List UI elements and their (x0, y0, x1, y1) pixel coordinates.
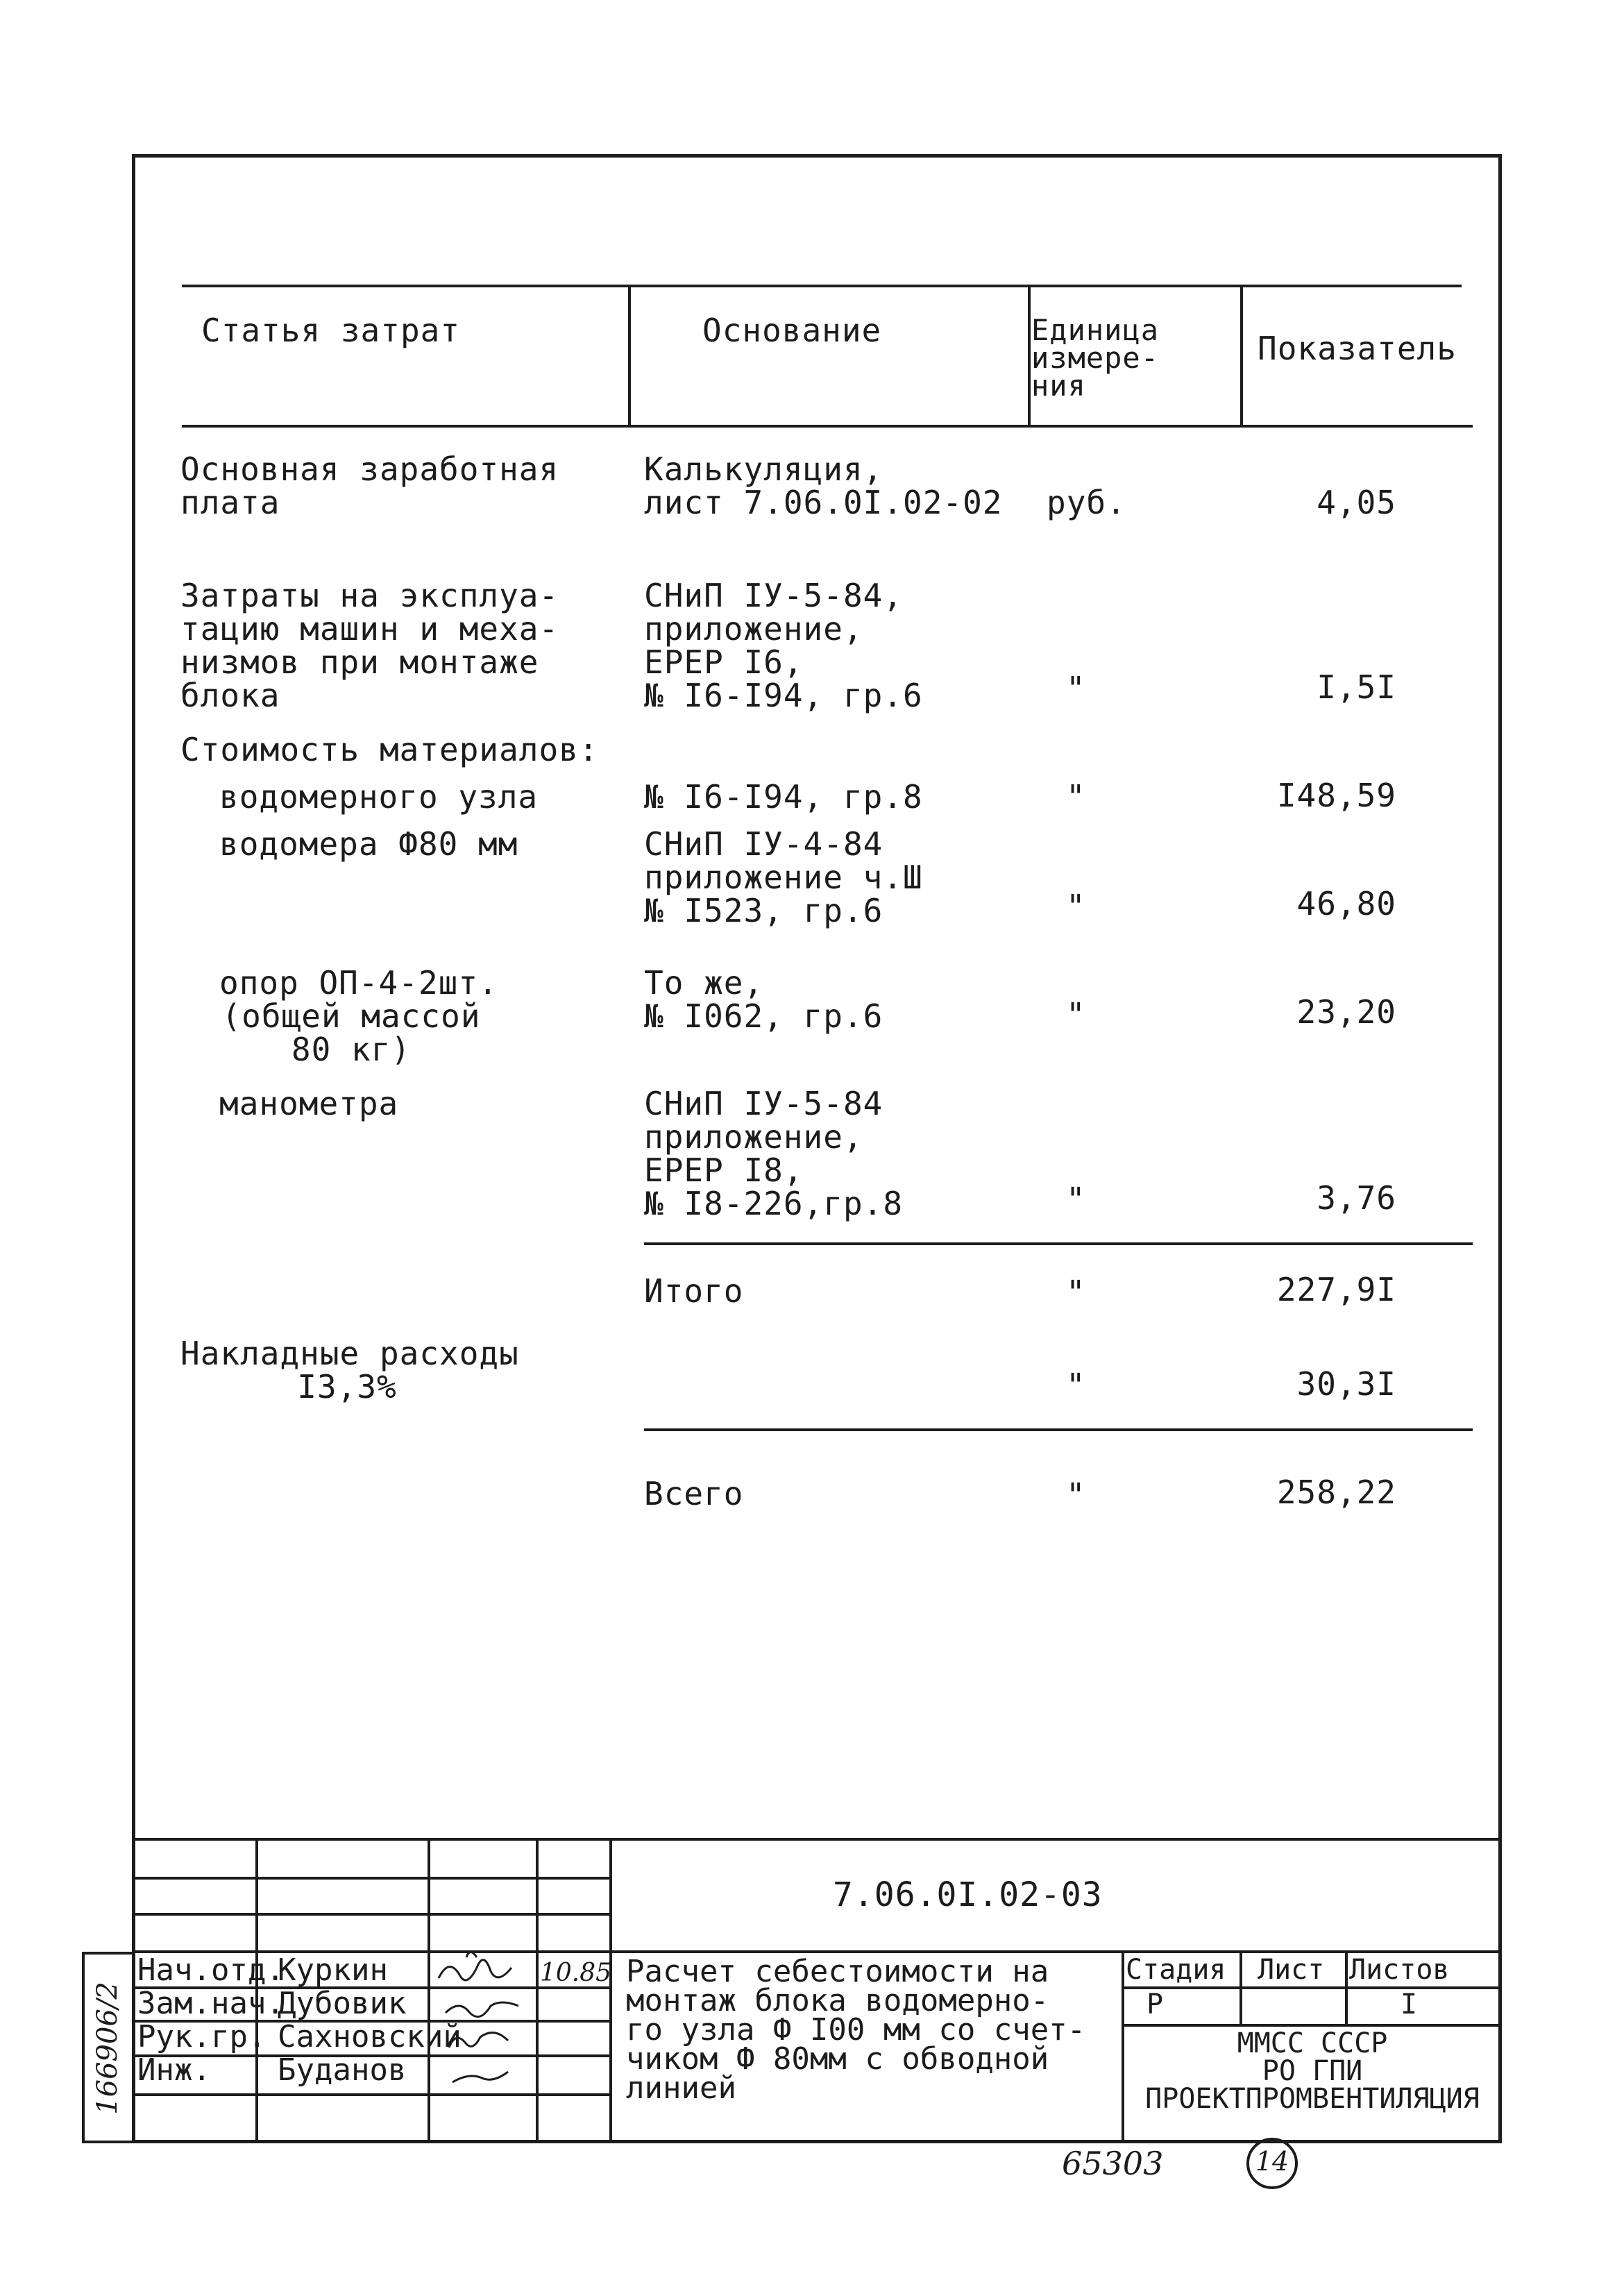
table-header-rule (182, 425, 1473, 428)
row-unit: " (1066, 888, 1086, 925)
doc-code: 7.06.0I.02-03 (833, 1875, 1103, 1914)
total-unit: " (1066, 1476, 1086, 1514)
row-unit: " (1066, 996, 1086, 1033)
sheet-label: Лист (1258, 1954, 1325, 1986)
signatures (432, 1943, 533, 2096)
row-article: Основная заработная плата (180, 450, 559, 521)
stamp-top-rule (132, 1838, 1502, 1841)
row-unit: " (1066, 1181, 1086, 1218)
row-article: Затраты на эксплуа- тацию машин и меха- низмов при монтаже блока (180, 577, 559, 714)
stamp-grid-line (132, 1877, 611, 1880)
sheets-value: I (1401, 1989, 1418, 2020)
row-unit: " (1066, 670, 1086, 707)
row-article: водомера Ф80 мм (219, 825, 518, 863)
row-value: I48,59 (1276, 777, 1396, 814)
person-name: Куркин (278, 1952, 388, 1988)
subtotal-label: Итого (644, 1272, 744, 1310)
stamp-grid-line (1122, 1986, 1502, 1989)
materials-heading: Стоимость материалов: (180, 731, 599, 768)
header-divider-2 (1028, 286, 1031, 425)
person-name: Буданов (278, 2052, 407, 2088)
row-basis: СНиП IУ-5-84 приложение, ЕРЕР I8, № I8-226,гр.8 (644, 1085, 904, 1222)
footer-number: 65303 (1062, 2145, 1164, 2182)
row-basis: То же, № I062, гр.6 (644, 964, 883, 1035)
stamp-grid-line (132, 1913, 611, 1916)
row-value: 23,20 (1296, 993, 1396, 1031)
role-label: Нач.отд. (137, 1952, 285, 1988)
document-description: Расчет себестоимости на монтаж блока водомерно- го узла Ф I00 мм со счет- чиком Ф 80мм с обводной линией (626, 1954, 1086, 2106)
header-divider-1 (628, 286, 631, 425)
role-label: Инж. (137, 2052, 211, 2088)
row-value: 4,05 (1317, 484, 1396, 521)
total-rule (644, 1428, 1473, 1431)
stamp-col-line (428, 1839, 430, 2142)
overhead-value: 30,3I (1296, 1365, 1396, 1403)
stage-label: Стадия (1126, 1954, 1226, 1986)
person-name: Сахновский (278, 2019, 462, 2054)
row-basis: № I6-I94, гр.8 (644, 778, 923, 816)
margin-stamp: 166906/2 (92, 1982, 124, 2115)
row-basis: СНиП IУ-5-84, приложение, ЕРЕР I6, № I6-I94, гр.6 (644, 577, 923, 714)
subtotal-rule (644, 1242, 1473, 1245)
row-article: манометра (219, 1085, 399, 1122)
header-article: Статья затрат (201, 312, 461, 349)
header-value: Показатель (1258, 330, 1457, 367)
organization: ММСС СССР РО ГПИ ПРОЕКТПРОМВЕНТИЛЯЦИЯ (1145, 2027, 1480, 2115)
stamp-col-line (609, 1839, 612, 2142)
person-name: Дубовик (278, 1986, 407, 2021)
stage-value: Р (1147, 1989, 1164, 2020)
sheets-label: Листов (1349, 1954, 1450, 1986)
stamp-col-line (536, 1839, 539, 2142)
header-divider-3 (1240, 286, 1243, 425)
subtotal-value: 227,9I (1276, 1271, 1396, 1308)
role-label: Рук.гр. (137, 2019, 266, 2054)
row-unit: руб. (1047, 484, 1126, 521)
date: 10.85 (540, 1959, 612, 1987)
table-top-rule (182, 285, 1462, 287)
total-value: 258,22 (1276, 1474, 1396, 1511)
header-basis: Основание (702, 312, 882, 349)
page-mark: 14 (1255, 2146, 1289, 2177)
row-basis: СНиП IУ-4-84 приложение ч.Ш № I523, гр.6 (644, 825, 923, 929)
stamp-grid-line (132, 2093, 611, 2096)
row-article: водомерного узла (219, 778, 539, 816)
row-article: опор ОП-4-2шт. (общей массой 80 кг) (219, 964, 498, 1068)
total-label: Всего (644, 1475, 744, 1512)
header-unit: Единица измере- ния (1031, 313, 1160, 403)
role-label: Зам.нач. (137, 1986, 285, 2021)
row-value: 46,80 (1296, 885, 1396, 922)
row-unit: " (1066, 778, 1086, 816)
overhead-unit: " (1066, 1367, 1086, 1404)
row-value: I,5I (1317, 668, 1396, 706)
stamp-grid-line (1122, 2024, 1502, 2027)
overhead-article: Накладные расходы I3,3% (180, 1335, 519, 1406)
row-basis: Калькуляция, лист 7.06.0I.02-02 (644, 450, 1003, 521)
subtotal-unit: " (1066, 1274, 1086, 1311)
row-value: 3,76 (1317, 1179, 1396, 1217)
